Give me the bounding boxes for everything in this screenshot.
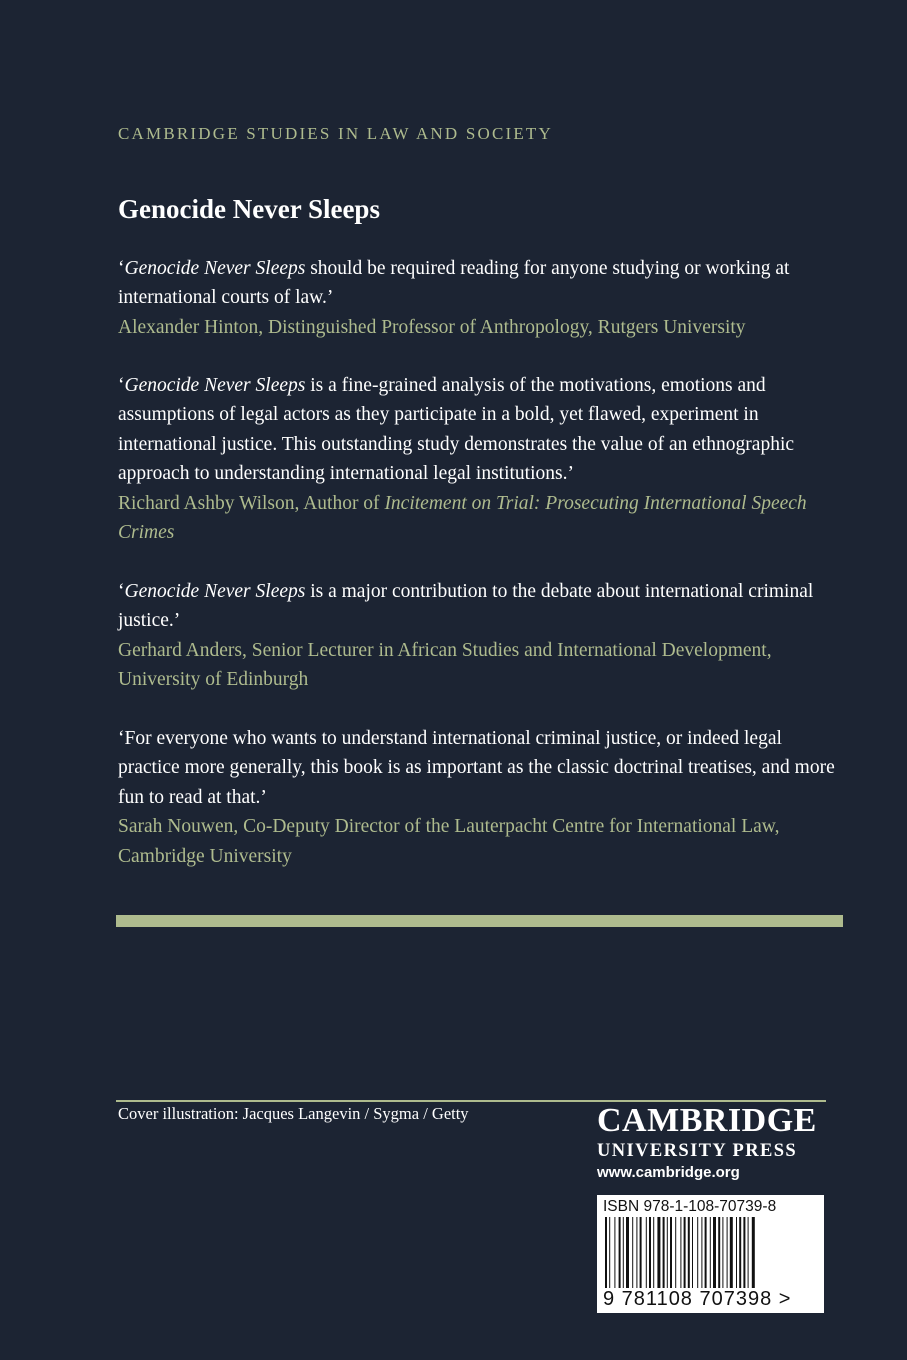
- barcode-bar: [739, 1217, 741, 1291]
- barcode-bar: [663, 1217, 665, 1291]
- barcode-bar: [727, 1217, 728, 1291]
- barcode-bar: [605, 1217, 607, 1291]
- barcode-bar: [667, 1217, 668, 1291]
- barcode-bar: [718, 1217, 720, 1291]
- barcode-bar: [632, 1217, 633, 1291]
- barcode-bar: [619, 1217, 621, 1291]
- barcode-bar: [710, 1217, 711, 1291]
- endorsement-3-attribution: Gerhard Anders, Senior Lecturer in African Studies and International Development, University of Edinburgh: [118, 639, 772, 691]
- barcode-bar: [609, 1217, 610, 1291]
- endorsement-2-attribution: [118, 489, 848, 548]
- publisher-url: www.cambridge.org: [597, 1164, 740, 1181]
- endorsement-1: [118, 254, 848, 342]
- cover-credit: Cover illustration: Jacques Langevin / Sygma / Getty: [118, 1104, 469, 1123]
- barcode-bar: [680, 1217, 681, 1291]
- barcode-bar: [705, 1217, 707, 1291]
- barcode-bar: [636, 1217, 637, 1291]
- attribution-book-title: Incitement on Trial: Prosecuting International Speech Crimes: [118, 492, 807, 544]
- quote-book-title: Genocide Never Sleeps: [124, 375, 306, 396]
- isbn-label: ISBN 978-1-108-70739-8: [603, 1198, 777, 1215]
- barcode-bar: [657, 1217, 660, 1291]
- barcode-bar: [623, 1217, 624, 1291]
- endorsement-4-text: ‘For everyone who wants to understand international criminal justice, or indeed legal practice more generally, this book is as important as the classic doctrinal treatises, and more fun to read at that.’: [118, 728, 835, 808]
- barcode-digits: 9 781108 707398 >: [603, 1288, 792, 1310]
- endorsement-1-text: [118, 254, 848, 313]
- barcode-bar: [626, 1217, 629, 1291]
- barcode-bar: [730, 1217, 733, 1291]
- quote-body: is a major contribution to the debate about international criminal justice.’: [118, 581, 814, 632]
- endorsement-3: [118, 577, 848, 695]
- publisher-name: CAMBRIDGE: [597, 1102, 817, 1139]
- barcode-bar: [649, 1217, 651, 1291]
- quote-body: should be required reading for anyone studying or working at international courts of law.’: [118, 258, 790, 309]
- quote-open-mark: ‘: [118, 258, 125, 279]
- endorsement-1-attribution: Alexander Hinton, Distinguished Professor of Anthropology, Rutgers University: [118, 316, 746, 338]
- barcode-bar: [697, 1217, 698, 1291]
- barcode-bar: [743, 1217, 745, 1291]
- barcode-bar: [736, 1217, 737, 1291]
- publisher-subname: UNIVERSITY PRESS: [597, 1141, 798, 1161]
- barcode-bar: [752, 1217, 755, 1291]
- barcode-bar: [684, 1217, 686, 1291]
- barcode-bar: [688, 1217, 690, 1291]
- quote-body: is a fine-grained analysis of the motivations, emotions and assumptions of legal actors as they participate in a bold, yet flawed, experiment in international justice. This outstanding study demonstrates the value of an ethnographic approach to understanding international legal institutions.’: [118, 375, 795, 485]
- accent-divider: [116, 915, 843, 927]
- barcode-bar: [670, 1217, 672, 1291]
- endorsement-4-attribution: Sarah Nouwen, Co-Deputy Director of the Lauterpacht Centre for International Law, Cambridge University: [118, 816, 780, 867]
- barcode-bar: [722, 1217, 723, 1291]
- barcode-bar: [646, 1217, 647, 1291]
- book-title: Genocide Never Sleeps: [118, 194, 380, 224]
- endorsement-3-text: [118, 577, 848, 636]
- barcode-bar: [640, 1217, 642, 1291]
- barcode-bar: [713, 1217, 716, 1291]
- publisher-logo: [597, 1102, 823, 1184]
- endorsement-2-text: [118, 371, 848, 489]
- barcode: [597, 1195, 824, 1313]
- quote-book-title: Genocide Never Sleeps: [124, 581, 306, 602]
- barcode-bar: [701, 1217, 702, 1291]
- barcode-bar: [653, 1217, 654, 1291]
- quote-book-title: Genocide Never Sleeps: [124, 258, 306, 279]
- barcode-bar: [692, 1217, 693, 1291]
- barcode-bar: [748, 1217, 749, 1291]
- barcode-bar: [675, 1217, 676, 1291]
- quote-open-mark: ‘: [118, 581, 125, 602]
- barcode-bar: [614, 1217, 615, 1291]
- quote-open-mark: ‘: [118, 375, 125, 396]
- attribution-name: Richard Ashby Wilson, Author of: [118, 492, 385, 514]
- endorsement-4: [118, 724, 848, 871]
- endorsement-2: [118, 371, 848, 547]
- series-name: CAMBRIDGE STUDIES IN LAW AND SOCIETY: [118, 124, 553, 143]
